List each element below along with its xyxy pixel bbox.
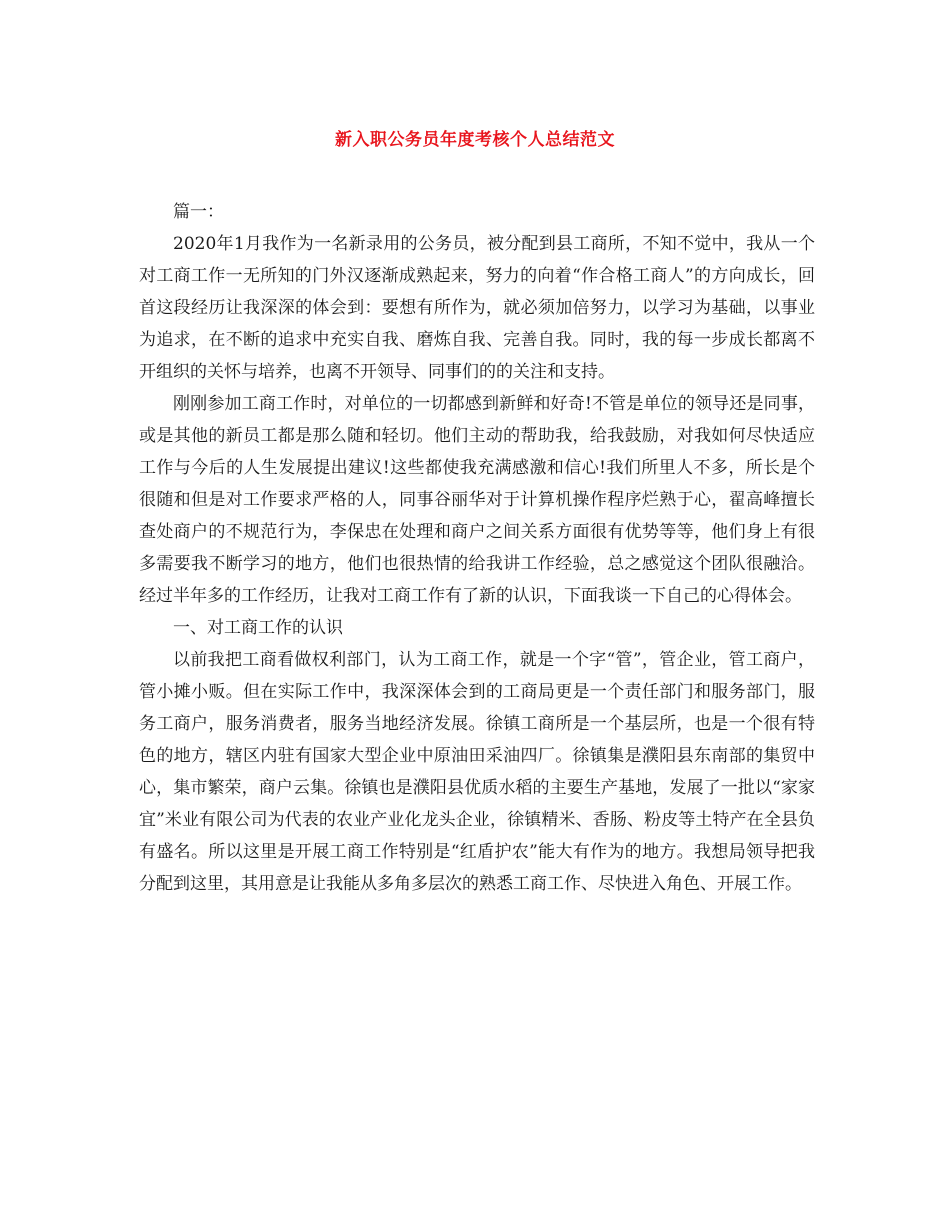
paragraph-first-impressions: 刚刚参加工商工作时，对单位的一切都感到新鲜和好奇!不管是单位的领导还是同事，或是其他的新员工都是那么随和轻切。他们主动的帮助我，给我鼓励，对我如何尽快适应工作与今后的人生发展提出建议!这些都使我充满感激和信心!我们所里人不多，所长是个很随和但是对工作要求严格的人，同事谷丽华对于计算机操作程序烂熟于心，翟高峰擅长查处商户的不规范行为，李保忠在处理和商户之间关系方面很有优势等等，他们身上有很多需要我不断学习的地方，他们也很热情的给我讲工作经验，总之感觉这个团队很融洽。经过半年多的工作经历，让我对工商工作有了新的认识，下面我谈一下自己的心得体会。 <box>139 394 815 606</box>
paragraph-understanding: 以前我把工商看做权利部门，认为工商工作，就是一个字“管”，管企业，管工商户，管小摊小贩。但在实际工作中，我深深体会到的工商局更是一个责任部门和服务部门，服务工商户，服务消费者，服务当地经济发展。徐镇工商所是一个基层所，也是一个很有特色的地方，辖区内驻有国家大型企业中原油田采油四厂。徐镇集是濮阳县东南部的集贸中心，集市繁荣，商户云集。徐镇也是濮阳县优质水稻的主要生产基地，发展了一批以“家家宜”米业有限公司为代表的农业产业化龙头企业，徐镇精米、香肠、粉皮等土特产在全县负有盛名。所以这里是开展工商工作特别是“红盾护农”能大有作为的地方。我想局领导把我分配到这里，其用意是让我能从多角多层次的熟悉工商工作、尽快进入角色、开展工作。 <box>139 650 815 894</box>
document-title: 新入职公务员年度考核个人总结范文 <box>335 130 615 150</box>
document-body <box>139 196 815 900</box>
section-heading-understanding: 一、对工商工作的认识 <box>173 618 343 638</box>
section-label-part-one: 篇一： <box>173 202 224 222</box>
paragraph-intro: 2020年1月我作为一名新录用的公务员，被分配到县工商所，不知不觉中，我从一个对工商工作一无所知的门外汉逐渐成熟起来，努力的向着“作合格工商人”的方向成长，回首这段经历让我深深的体会到：要想有所作为，就必须加倍努力，以学习为基础，以事业为追求，在不断的追求中充实自我、磨炼自我、完善自我。同时，我的每一步成长都离不开组织的关怀与培养，也离不开领导、同事们的的关注和支持。 <box>139 234 815 382</box>
